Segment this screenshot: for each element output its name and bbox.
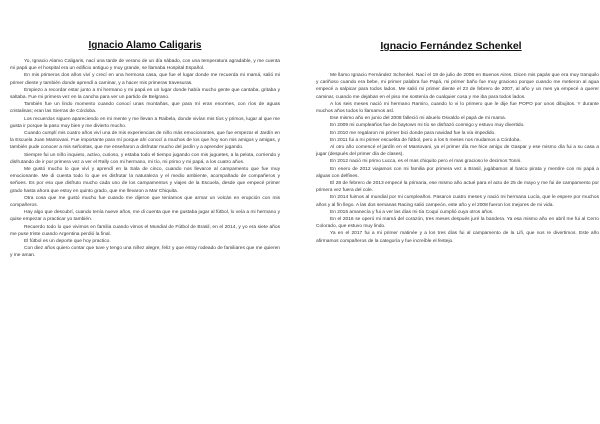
paragraph: En 2010 me regalaron mi primer bici donde para navidad fue la vía impedido. — [330, 130, 496, 136]
paragraph: En enero de 2012 viajamos con mi familia por primera vez a Brasil, jugábamos al barco pirata y mentíre con mi papá a alguas con delfines. — [316, 166, 599, 179]
paragraph: En 2014 fuimos al mundial por mi cumpleaños. Pasaron cuatro meses y nació mi hermana Lucía, que le espere por muchos años y al fin llego. A las dos semanas Racing salió campeón, este año y el 2008 fueron los mejores de mi vida. — [316, 195, 599, 208]
paragraph: Ese mismo año en junio del 2008 falleció mi abuelo Osvaldo el papá de mi mama. — [330, 116, 507, 122]
paragraph: Hay algo que descubrí, cuando tenía nueve años, me di cuenta que me gustaba jugar al fútbol, lo veía a mi hermano y quise empezar a practicar yo también. — [10, 210, 280, 223]
paragraph: En 2011 fui a mi primer escuelita de fútbol, pero a los 5 meses nos mudamos a Córdoba. — [330, 137, 521, 143]
paragraph: El 28 de febrero de 2013 empecé la primaria, ese mismo año actué para el acto de 25 de mayo y me fui de campamento por primera vez fuera del cole. — [316, 181, 599, 194]
paragraph: Siempre fui un niño inquieto, activo, curioso, y estaba todo el tiempo jugando con mis juguetes, a la pelota, corriendo y disfrutando de ir por primera vez a ver el Rally con mi hermano, mi tío, mi primo y mi papá, a los cuatro años. — [10, 152, 280, 165]
paragraph: Los recuerdos siguen apareciendo en mi mente y me llevan a Raibela, donde vivían mis tíos y primos, lugar al que me gusta ir porque la paso muy bien y me divierto mucho. — [10, 116, 280, 129]
paragraph: Ya en el 2017 fui a mi primer matinée y a los tres días fui al campamento de la Lifi, que nos re divertimos. Este año afirmamos compañeros de la categoría y fue increíble el festejo. — [316, 231, 599, 244]
paragraph: En mis primeros dos años viví y crecí en una hermosa casa, que fue el lugar donde me recuerda mi mamá, salió mi primer diente y también donde aprendí a caminar, y a hacer mis primeras travesuras. — [10, 73, 280, 86]
paragraph: En 2012 nació mi primo Lucca, es el mas chiquito pero el mas gracioso le decimos Tonni. — [330, 159, 522, 165]
paragraph: Cuando cumplí mis cuatro años viví una de mis experiencias de niño más emocionantes, que fue empezar el Jardín en la Escuela Juan Mantovani. Fue importante para mí porque ahí conocí a muchos de los que hoy son mis amigos y amigas, y también pude conocer a mis señoritas, que me enseñaron a disfrutar mucho del jardín y a aprender jugando. — [10, 131, 280, 151]
left-page-body — [10, 58, 280, 260]
paragraph: Otra cosa que me gustó mucho fue cuando me dijeron que teníamos que armar un volcán en erupción con mis compañeros. — [10, 195, 280, 209]
paragraph: También fue un lindo momento cuando conocí unas montañas, que para mí eran enormes, con ríos de aguas cristalinas; eran las Sierras de Córdoba. — [10, 102, 280, 115]
paragraph: El fútbol es un deporte que hoy practico. — [24, 239, 111, 245]
right-page-body — [316, 72, 599, 245]
paragraph: Yo, Ignacio Alamo Caligaris, nací una tarde de verano de un día sábado, con una temperatura agradable, y me cuenta mi papá que el hospital era un edificio antiguo y muy grande, se llamaba Hospital Español. — [10, 59, 280, 72]
paragraph: Con diez años quiero contar que tuve y tengo una niñez alegre, feliz y que estoy rodeado de familiares que me quieren y me aman. — [10, 246, 280, 259]
paragraph: En el 2016 se operó mi mamá del corazón, tres meses después juré la bandera. Ya esa mismo año en abril me fui al Cerro Colorado, que estuvo muy lindo. — [316, 217, 599, 230]
left-page-title: Ignacio Alamo Caligaris — [88, 40, 202, 51]
paragraph: Al otro año comencé el jardín en el Mantovani, ya el primer día me hice amigo de Gaspar y ese mismo día fui a su casa a jugar (después del primer día de clases). — [316, 145, 599, 158]
paragraph: Recuerdo todo lo que vivimos en familia cuando vimos el Mundial de Fútbol de Brasil, en el 2014, y yo era siete años me puse triste cuando Argentina perdió la final. — [10, 224, 280, 237]
paragraph: En 2015 amanecía y fui a ver las días mi tía Coquí cumplió cuya otros años. — [330, 209, 494, 215]
paragraph: Me gustó mucho lo que viví y aprendí en la Sala de cinco, cuando nos llevaron al campamento que fue muy emocionante. Me di cuenta todo lo que es disfrutar la naturaleza y el medio ambiente, acompañado de compañeros y señoes. Es por eso que disfruto mucho cada uno de los campamentos y viajes de la Escuela, desde que empecé primer grado hasta ahora que estoy en quinto grado, que me llevaron a Mar Chiquita. — [10, 167, 280, 194]
paragraph: A los seis meses nació mi hermano Ramiro, cuando lo vi lo primero que le dije fue POPO por unos dibujitos. Y durante muchos años todos lo llamamos así. — [316, 101, 599, 115]
right-page-title: Ignacio Fernández Schenkel — [380, 40, 522, 52]
paragraph: En 2009 mi cumpleaños fue de baytown mi tío se disfrazó conmigo y estuvo muy divertido. — [330, 123, 525, 129]
paragraph: Me llamo Ignacio Fernández Schenkel. Nací el 19 de julio de 2006 en Buenos Aires. Dicen mis papás que era muy tranquilo y cariñoso cuando era bebe, mi primer palabra fue Papá, mi primer baño fue muy gracioso porque cuando me metieron al agua empecé a salpicar para todos lados. Me salió mi primer diente el 23 de febrero de 2007, al año y un mes ya empecé a querer caminar, cuando me dejaban en el piso me sostenía de cualquier cosa y me iba para todos lados. — [316, 73, 599, 100]
paragraph: Empiezo a recordar estar junto a mi hermano y mi papá en un lugar donde había mucho gente que cantaba, gritaba y saltaba. Fue mi primera vez en la cancha para ver un partido de Belgrano. — [10, 87, 280, 101]
